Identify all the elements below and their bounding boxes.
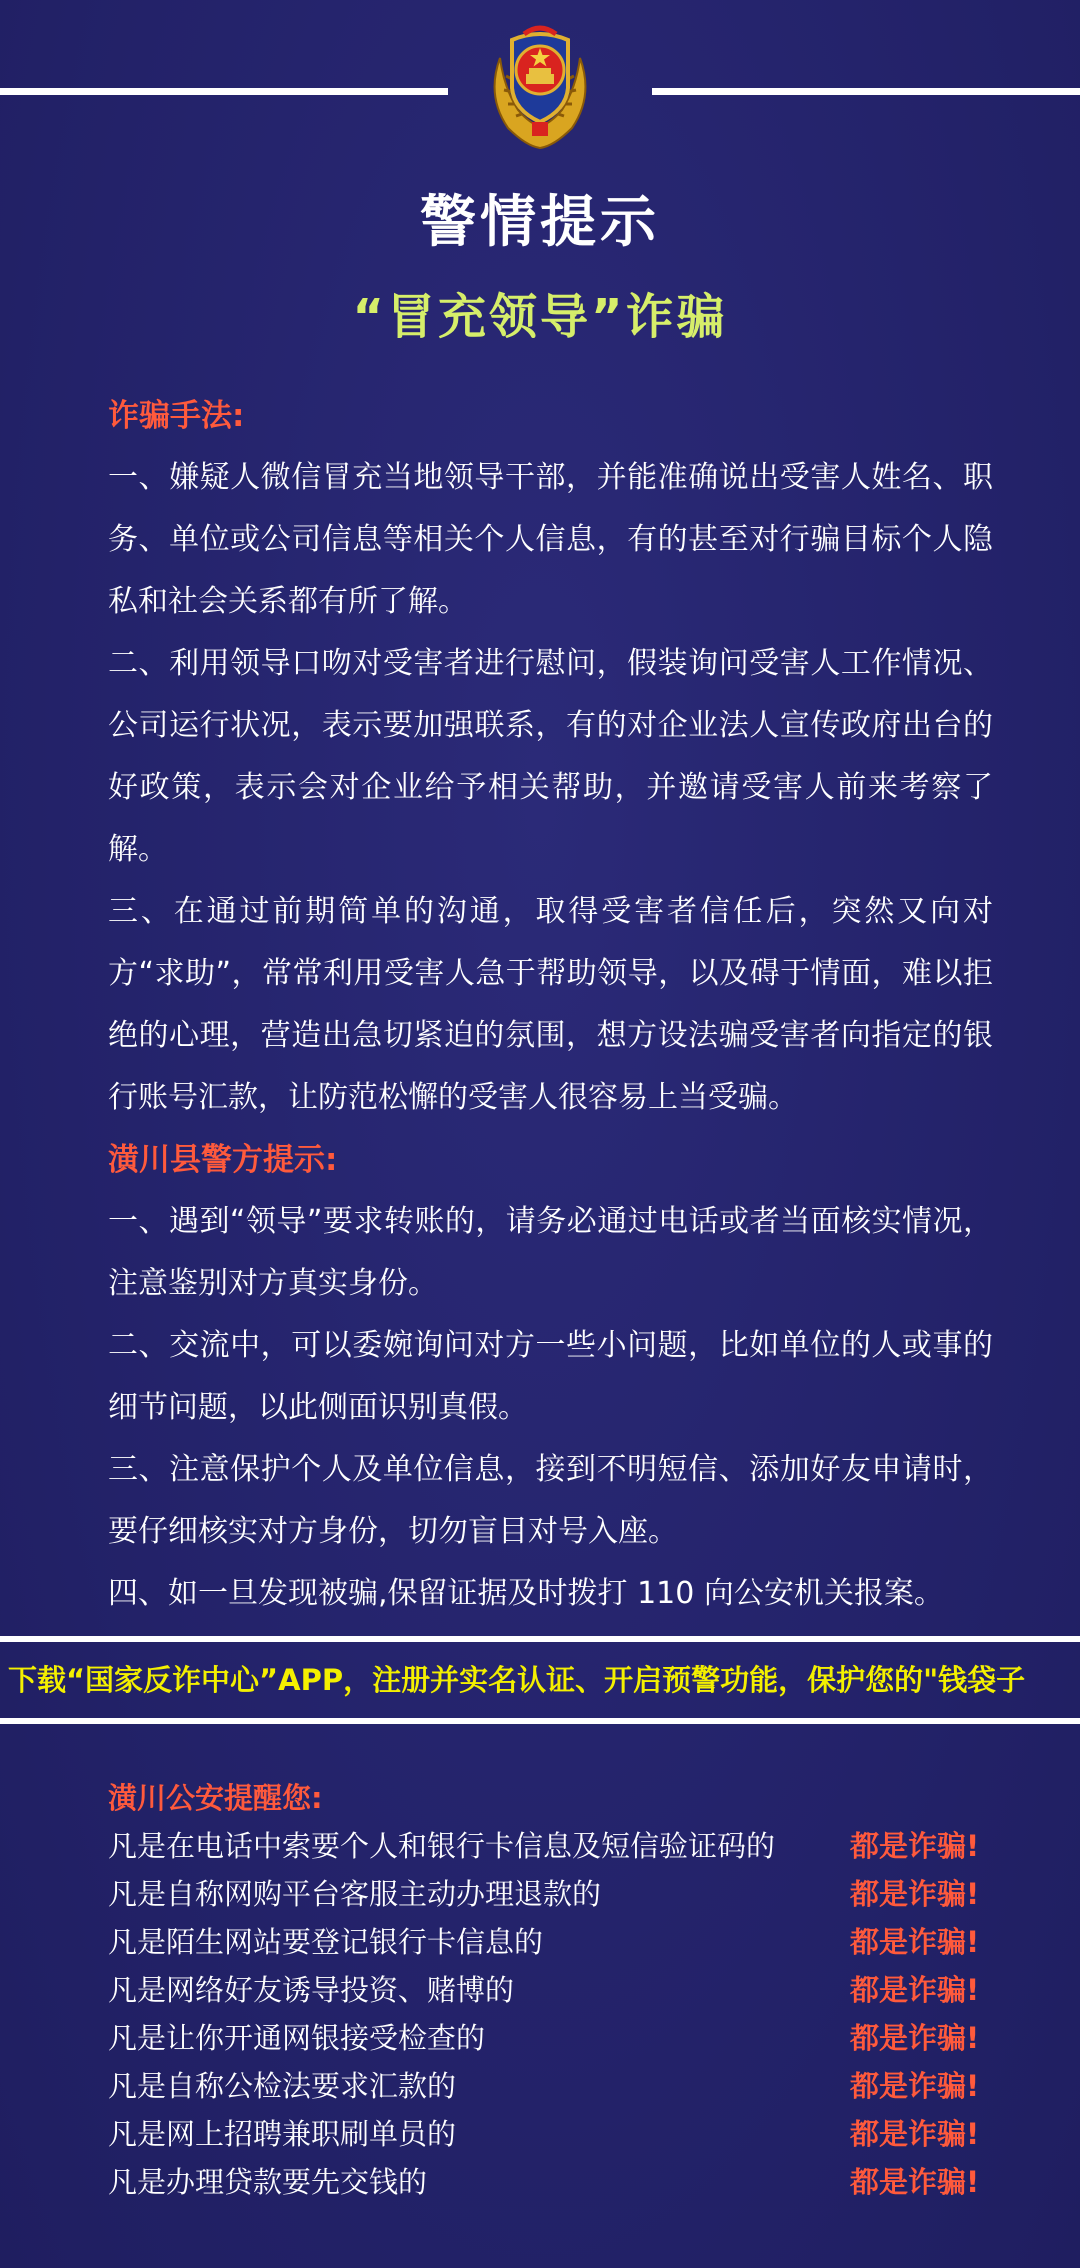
- fraud-warning: 都是诈骗!: [850, 1973, 980, 2007]
- fraud-warning: 都是诈骗!: [850, 2165, 980, 2199]
- method-paragraph: 一、嫌疑人微信冒充当地领导干部，并能准确说出受害人姓名、职务、单位或公司信息等相关个人信息，有的甚至对行骗目标个人隐私和社会关系都有所了解。: [108, 460, 993, 619]
- method-paragraph: 三、在通过前期简单的沟通，取得受害者信任后，突然又向对方“求助”，常常利用受害人急于帮助领导，以及碍于情面，难以拒绝的心理，营造出急切紧迫的氛围，想方设法骗受害者向指定的银行账号汇款，让防范松懈的受害人很容易上当受骗。: [108, 894, 993, 1115]
- list-item: [108, 2110, 1008, 2158]
- reminder-heading: 潢川公安提醒您:: [108, 1781, 323, 1815]
- fraud-warning: 都是诈骗!: [850, 1877, 980, 1911]
- reminder-item-text: 凡是自称网购平台客服主动办理退款的: [108, 1877, 602, 1911]
- fraud-warning: 都是诈骗!: [850, 2021, 980, 2055]
- police-paragraph: 三、注意保护个人及单位信息，接到不明短信、添加好友申请时，要仔细核实对方身份，切勿盲目对号入座。: [108, 1452, 993, 1549]
- banner-divider-bottom: [0, 1718, 1080, 1724]
- police-paragraph: 四、如一旦发现被骗,保留证据及时拨打 110 向公安机关报案。: [108, 1576, 944, 1611]
- fraud-warning: 都是诈骗!: [850, 2069, 980, 2103]
- police-paragraph: 一、遇到“领导”要求转账的，请务必通过电话或者当面核实情况，注意鉴别对方真实身份。: [108, 1204, 993, 1301]
- reminder-item-text: 凡是陌生网站要登记银行卡信息的: [108, 1925, 544, 1959]
- header-divider-left: [0, 88, 448, 95]
- police-paragraph: 二、交流中，可以委婉询问对方一些小问题，比如单位的人或事的细节问题，以此侧面识别真假。: [108, 1328, 993, 1425]
- reminder-item-text: 凡是在电话中索要个人和银行卡信息及短信验证码的: [108, 1829, 776, 1863]
- list-item: [108, 2014, 1008, 2062]
- header-divider-right: [652, 88, 1080, 95]
- reminder-item-text: 凡是让你开通网银接受检查的: [108, 2021, 486, 2055]
- fraud-warning: 都是诈骗!: [850, 2117, 980, 2151]
- police-emblem-icon: [480, 18, 600, 153]
- reminder-item-text: 凡是网络好友诱导投资、赌博的: [108, 1973, 515, 2007]
- list-item: [108, 2158, 1008, 2206]
- banner-divider-top: [0, 1636, 1080, 1642]
- list-item: [108, 1822, 1008, 1870]
- reminder-item-text: 凡是网上招聘兼职刷单员的: [108, 2117, 457, 2151]
- fraud-warning: 都是诈骗!: [850, 1925, 980, 1959]
- police-heading: 潢川县警方提示:: [108, 1142, 338, 1178]
- method-paragraph: 二、利用领导口吻对受害者进行慰问，假装询问受害人工作情况、公司运行状况，表示要加强联系，有的对企业法人宣传政府出台的好政策，表示会对企业给予相关帮助，并邀请受害人前来考察了解。: [108, 646, 993, 867]
- page-subtitle: “冒充领导”诈骗: [352, 289, 728, 345]
- method-heading: 诈骗手法:: [108, 398, 245, 434]
- list-item: [108, 1870, 1008, 1918]
- reminder-item-text: 凡是办理贷款要先交钱的: [108, 2165, 428, 2199]
- fraud-warning: 都是诈骗!: [850, 1829, 980, 1863]
- list-item: [108, 2062, 1008, 2110]
- reminder-section: [108, 1774, 1008, 2206]
- page-title: 警情提示: [420, 190, 660, 255]
- list-item: [108, 1966, 1008, 2014]
- reminder-item-text: 凡是自称公检法要求汇款的: [108, 2069, 457, 2103]
- anti-fraud-banner: 下载“国家反诈中心”APP，注册并实名认证、开启预警功能，保护您的"钱袋子: [8, 1663, 1026, 1697]
- list-item: [108, 1918, 1008, 1966]
- main-content: [108, 385, 993, 1625]
